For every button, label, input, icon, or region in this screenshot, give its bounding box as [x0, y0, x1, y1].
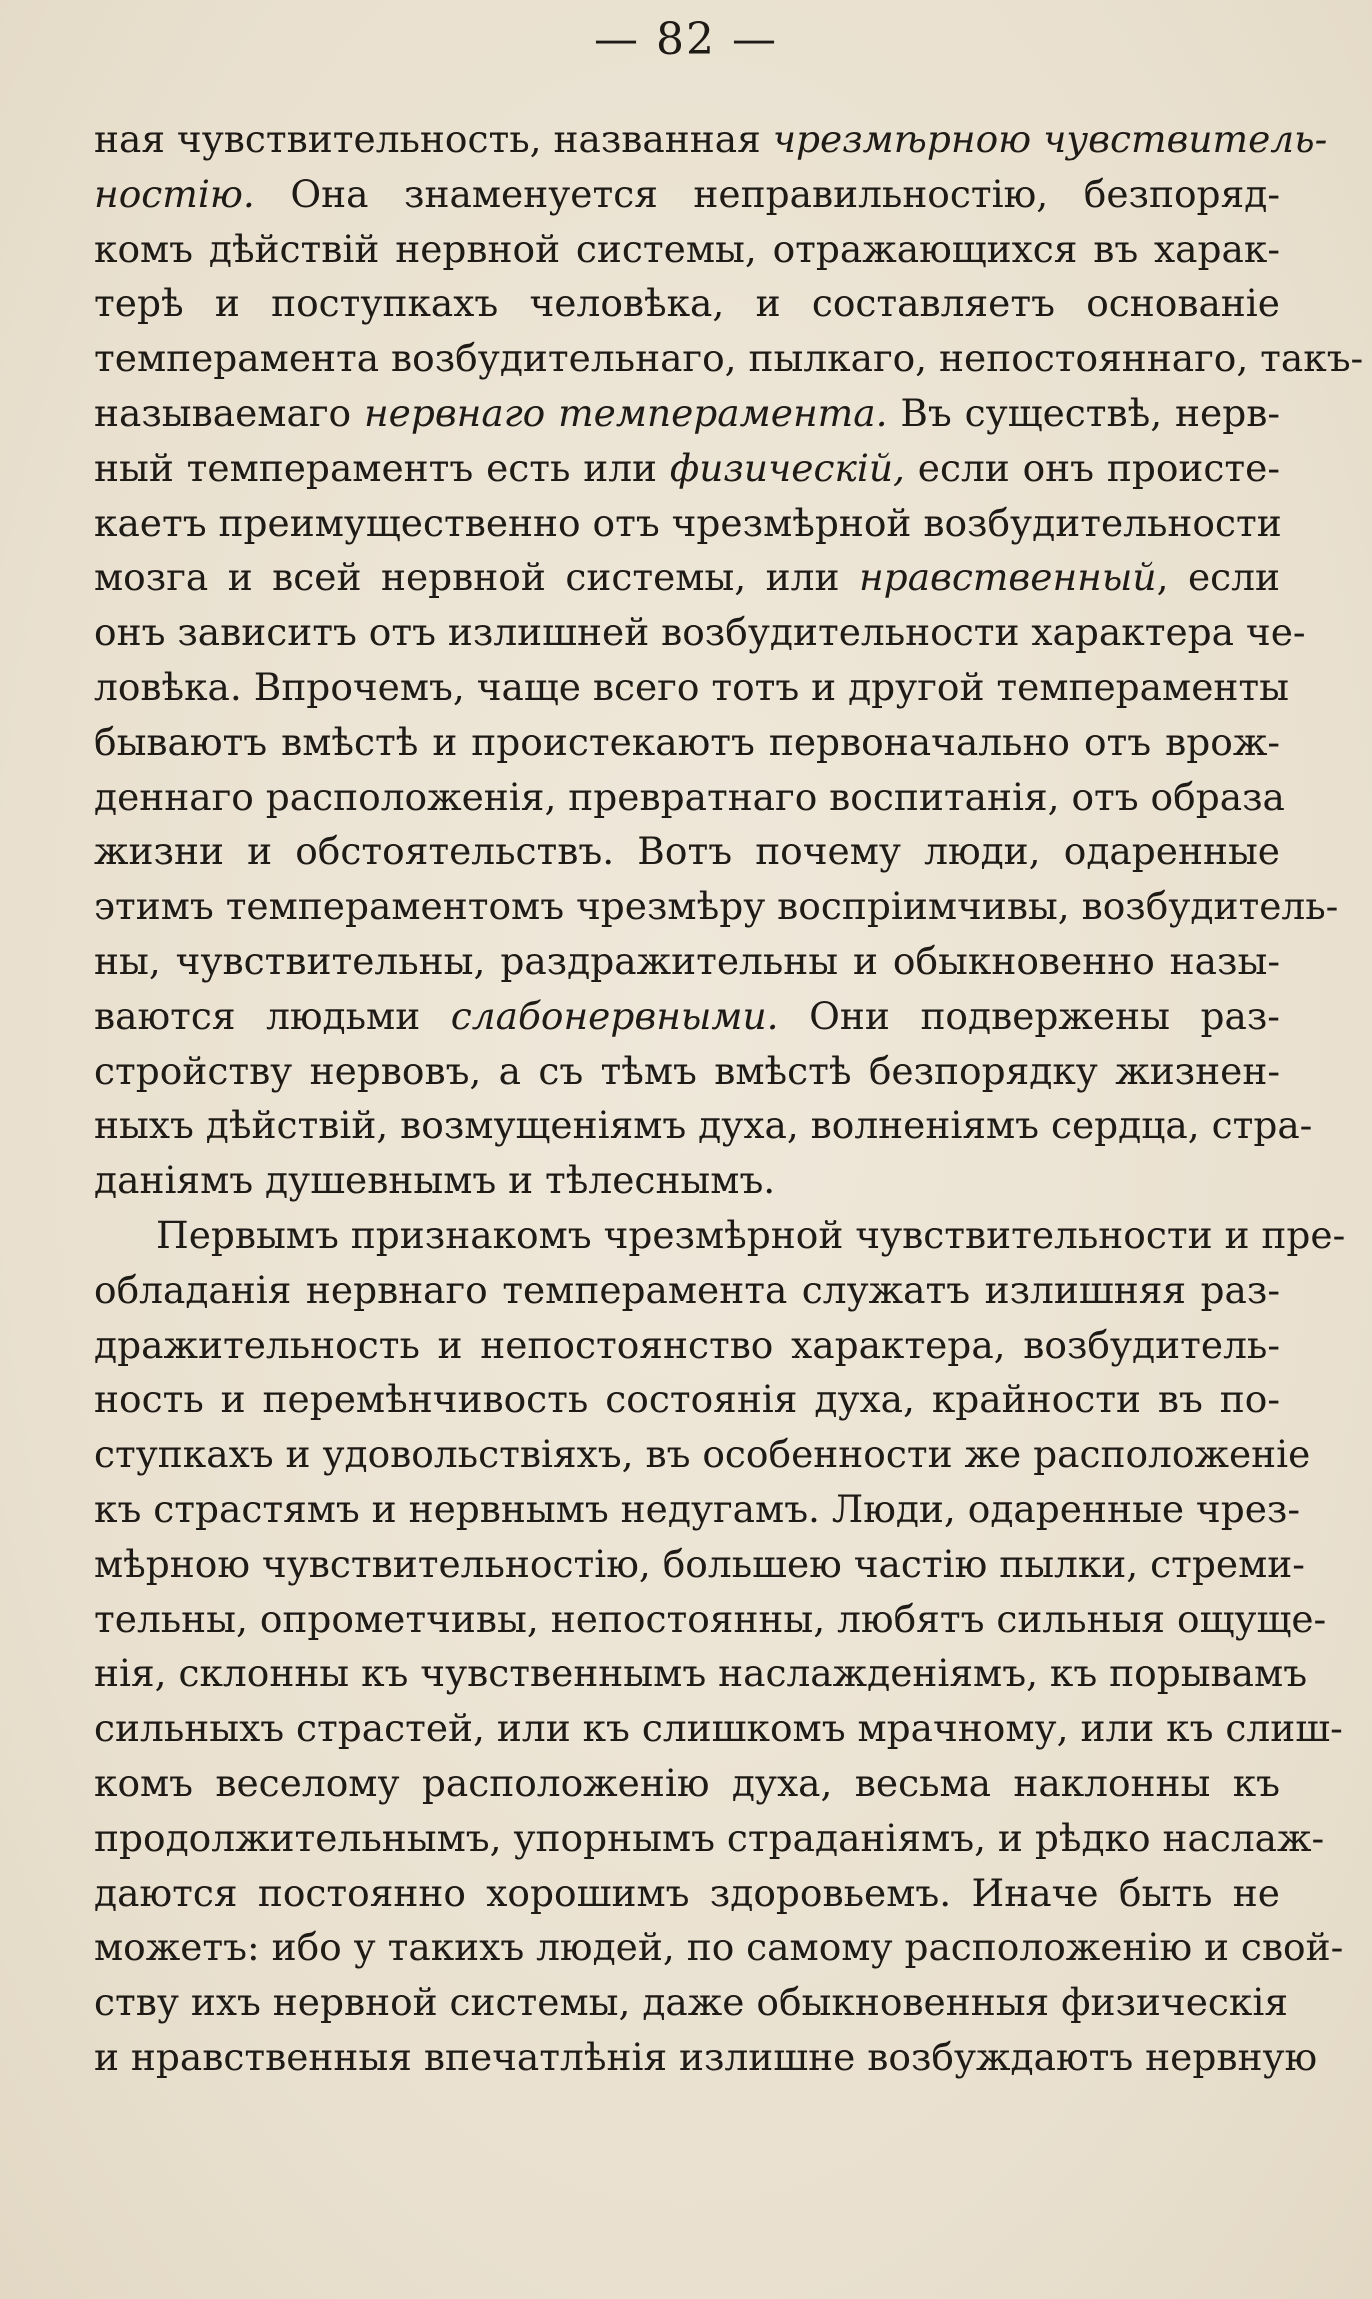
text-line	[94, 1153, 1280, 1208]
text-line	[94, 1866, 1280, 1921]
text-run: деннаго расположенія, превратнаго воспитанія, отъ образа	[94, 774, 1285, 819]
italic-run: слабонервными.	[450, 993, 779, 1038]
text-line	[94, 112, 1328, 167]
italic-run: ностію.	[94, 171, 255, 216]
text-line	[94, 989, 1280, 1044]
text-run: даются постоянно хорошимъ здоровьемъ. Иначе быть не	[94, 1870, 1280, 1915]
text-run: каетъ преимущественно отъ чрезмѣрной возбудительности	[94, 500, 1282, 545]
text-run: темперамента возбудительнаго, пылкаго, непостояннаго, такъ-	[94, 336, 1364, 381]
text-run: Въ существѣ, нерв-	[887, 390, 1281, 435]
text-line	[94, 1537, 1305, 1592]
text-line	[94, 1920, 1344, 1975]
text-line	[94, 1318, 1280, 1373]
italic-run: нервнаго темперамента.	[363, 390, 888, 435]
text-line	[94, 386, 1280, 441]
text-run: , если	[1156, 555, 1280, 600]
text-line	[94, 824, 1280, 879]
text-line	[94, 1044, 1280, 1099]
text-run: комъ веселому расположенію духа, весьма наклонны къ	[94, 1760, 1280, 1805]
text-run: даніямъ душевнымъ и тѣлеснымъ.	[94, 1158, 776, 1203]
text-line	[94, 660, 1289, 715]
text-run: Первымъ признакомъ чрезмѣрной чувствительности и пре-	[156, 1212, 1346, 1257]
text-line	[94, 496, 1280, 551]
page-number: — 82 —	[594, 14, 778, 65]
text-line	[94, 1098, 1313, 1153]
italic-run: физическій,	[669, 445, 905, 490]
text-run: Она знаменуется неправильностію, безпоряд-	[254, 171, 1280, 216]
paragraph	[94, 1208, 1346, 2085]
text-run: и нравственныя впечатлѣнія излишне возбуждаютъ нервную	[94, 2034, 1318, 2079]
text-line	[94, 1427, 1311, 1482]
text-line	[94, 605, 1306, 660]
text-run: сильныхъ страстей, или къ слишкомъ мрачному, или къ слиш-	[94, 1706, 1343, 1751]
text-line	[94, 1263, 1280, 1318]
text-line	[94, 1592, 1327, 1647]
text-run: ныхъ дѣйствій, возмущеніямъ духа, волненіямъ сердца, стра-	[94, 1103, 1313, 1148]
text-line	[94, 550, 1280, 605]
text-run: жизни и обстоятельствъ. Вотъ почему люди, одаренные	[94, 829, 1280, 874]
text-run: ная чувствительность, названная	[94, 117, 773, 161]
text-run: ваются людьми	[94, 993, 451, 1038]
text-line	[94, 167, 1280, 222]
text-run: обладанія нервнаго темперамента служатъ излишняя раз-	[94, 1267, 1280, 1312]
text-line	[94, 1811, 1325, 1866]
text-run: стройству нервовъ, а съ тѣмъ вмѣстѣ безпорядку жизнен-	[94, 1048, 1280, 1093]
text-run: мѣрною чувствительностію, большею частію пылки, стреми-	[94, 1541, 1305, 1586]
text-run: къ страстямъ и нервнымъ недугамъ. Люди, одаренные чрез-	[94, 1486, 1301, 1531]
text-line	[94, 441, 1280, 496]
text-line	[94, 331, 1364, 386]
text-run: нія, склонны къ чувственнымъ наслажденіямъ, къ порывамъ	[94, 1651, 1308, 1696]
text-run: если онъ происте-	[904, 445, 1280, 490]
paragraph	[94, 112, 1364, 1208]
text-line	[94, 1975, 1288, 2030]
text-run: продолжительнымъ, упорнымъ страданіямъ, и рѣдко наслаж-	[94, 1815, 1325, 1860]
text-line	[94, 276, 1280, 331]
text-run: дражительность и непостоянство характера, возбудитель-	[94, 1322, 1280, 1367]
text-line	[94, 1372, 1280, 1427]
text-run: онъ зависитъ отъ излишней возбудительности характера че-	[94, 610, 1306, 655]
text-line	[94, 1208, 1346, 1263]
text-run: можетъ: ибо у такихъ людей, по самому расположенію и свой-	[94, 1925, 1344, 1970]
text-line	[94, 715, 1280, 770]
text-line	[94, 879, 1339, 934]
text-line	[94, 934, 1280, 989]
italic-run: нравственный	[858, 555, 1157, 600]
text-run: терѣ и поступкахъ человѣка, и составляетъ основаніе	[94, 281, 1280, 326]
text-run: ность и перемѣнчивость состоянія духа, крайности въ по-	[94, 1377, 1280, 1422]
text-run: Они подвержены раз-	[778, 993, 1280, 1038]
text-run: ловѣка. Впрочемъ, чаще всего тотъ и другой темпераменты	[94, 664, 1289, 709]
italic-run: чрезмѣрною чувствитель-	[772, 117, 1328, 161]
text-run: ны, чувствительны, раздражительны и обыкновенно назы-	[94, 938, 1280, 983]
text-line	[94, 770, 1285, 825]
text-run: тельны, опрометчивы, непостоянны, любятъ сильныя ощуще-	[94, 1596, 1327, 1641]
text-line	[94, 1756, 1280, 1811]
text-run: мозга и всей нервной системы, или	[94, 555, 859, 600]
text-run: ству ихъ нервной системы, даже обыкновенныя физическія	[94, 1980, 1288, 2025]
text-line	[94, 1646, 1308, 1701]
text-run: комъ дѣйствій нервной системы, отражающихся въ харак-	[94, 226, 1280, 271]
text-line	[94, 2030, 1318, 2085]
text-run: бываютъ вмѣстѣ и проистекаютъ первоначально отъ врож-	[94, 719, 1280, 764]
text-line	[94, 222, 1280, 277]
text-run: этимъ темпераментомъ чрезмѣру воспріимчивы, возбудитель-	[94, 884, 1339, 929]
body-text	[94, 112, 1364, 2085]
text-run: ный темпераментъ есть или	[94, 445, 670, 490]
text-run: называемаго	[94, 390, 364, 435]
text-line	[94, 1701, 1343, 1756]
text-line	[94, 1482, 1301, 1537]
text-run: ступкахъ и удовольствіяхъ, въ особенности же расположеніе	[94, 1432, 1311, 1477]
